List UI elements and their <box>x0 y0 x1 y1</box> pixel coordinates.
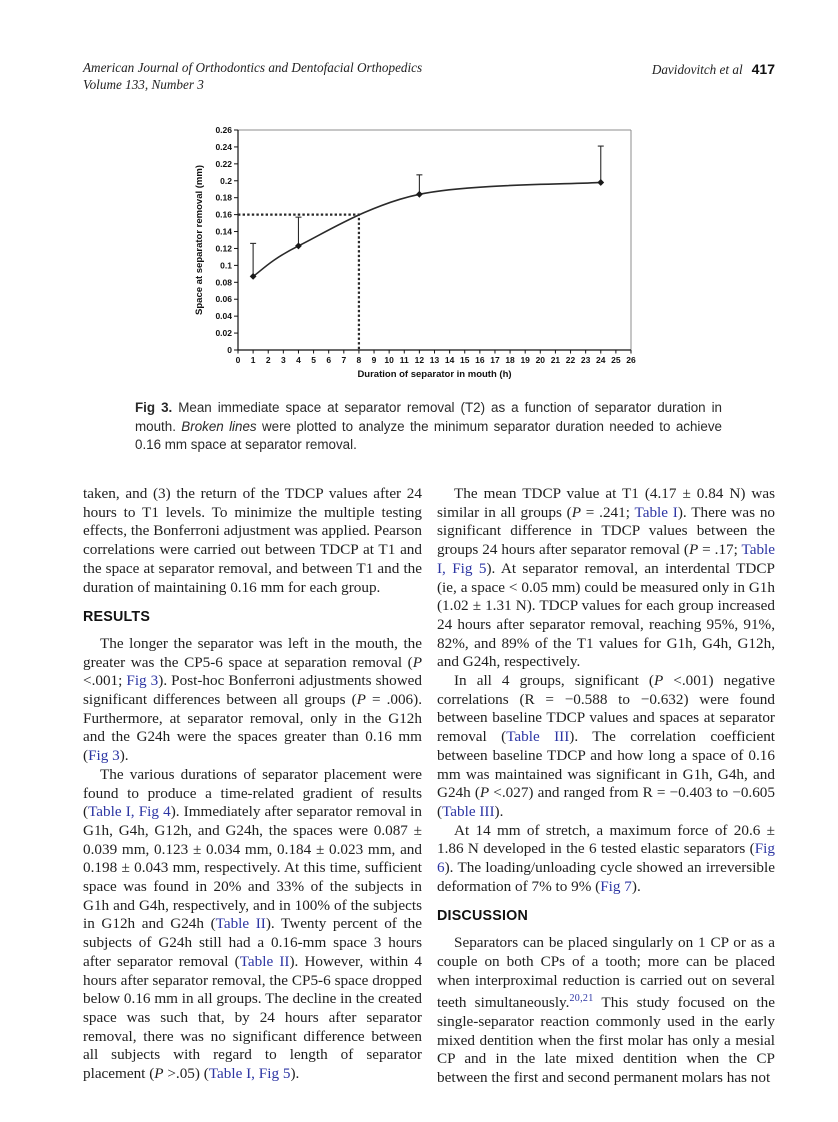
svg-text:3: 3 <box>280 355 286 365</box>
svg-text:0.24: 0.24 <box>215 141 232 152</box>
text-segment: ). <box>631 877 641 895</box>
citation-reference-link[interactable]: 20,21 <box>569 993 594 1005</box>
text-segment: <.027) and ranged from R = −0.403 to −0.605 ( <box>437 784 775 820</box>
text-segment: >.05) ( <box>163 1065 209 1083</box>
svg-text:0: 0 <box>235 355 241 365</box>
paragraph <box>437 822 775 897</box>
cross-reference-link[interactable]: Table I, Fig 5 <box>437 541 775 577</box>
text-segment: ). <box>290 1065 300 1083</box>
svg-text:0.1: 0.1 <box>220 260 232 271</box>
svg-text:0.04: 0.04 <box>215 311 232 322</box>
svg-text:0.26: 0.26 <box>215 125 232 135</box>
fig3-chart-svg <box>193 120 645 388</box>
text-segment: At 14 mm of stretch, a maximum force of 20.6 ± 1.86 N developed in the 6 tested elastic separators ( <box>437 821 775 858</box>
svg-text:0.2: 0.2 <box>220 175 232 186</box>
cross-reference-link[interactable]: Table III <box>506 728 570 746</box>
text-segment: <.001; <box>83 672 127 690</box>
journal-title: American Journal of Orthodontics and Dentofacial Orthopedics <box>83 60 423 75</box>
text-segment: ). Immediately after separator removal in G1h, G4h, G12h, and G24h, the spaces were 0.087 ± 0.039 mm, 0.123 ± 0.034 mm, 0.184 ± 0.023 mm, and 0.198 ± 0.043 mm, respectively. At this time, sufficient space was found in 20% and 33% of the subjects in G1h and G4h, respectively, and in 100% of the subjects in G12h and G24h ( <box>83 803 422 933</box>
text-segment: This study focused on the single-separator reaction commonly used in the early mixed dentition when the first molar has only a mesial CP and in the late mixed dentition when the CP between the first and second permanent molars has not <box>437 994 775 1087</box>
text-segment: taken, and (3) the return of the TDCP values after 24 hours to T1 levels. To minimize the multiple testing effects, the Bonferroni adjustment was applied. Pearson correlations were carried out between TDCP at T1 and the space at separator removal, and between T1 and the duration of maintaining 0.16 mm for each group. <box>83 485 422 596</box>
svg-text:17: 17 <box>490 355 500 365</box>
text-segment: P <box>479 784 490 802</box>
svg-text:0.22: 0.22 <box>215 158 232 169</box>
text-segment: The longer the separator was left in the mouth, the greater was the CP5-6 space at separation removal ( <box>83 634 422 671</box>
text-segment: P <box>412 653 422 671</box>
text-segment: ). There was no significant difference in TDCP values between the groups 24 hours after separator removal ( <box>437 503 776 559</box>
svg-text:8: 8 <box>356 355 362 365</box>
page-number: 417 <box>751 61 775 77</box>
svg-text:15: 15 <box>459 355 470 365</box>
text-segment: Fig 3. <box>135 400 173 415</box>
section-heading: RESULTS <box>83 609 151 626</box>
svg-text:19: 19 <box>520 355 530 365</box>
svg-text:7: 7 <box>341 355 347 365</box>
text-segment: Separators can be placed singularly on 1 CP or as a couple on both CPs of a tooth; more can be placed when interproximal reduction is carried out on several teeth simultaneously. <box>437 934 775 1012</box>
svg-text:24: 24 <box>596 355 606 365</box>
authors-text: Davidovitch et al <box>651 62 743 77</box>
svg-text:11: 11 <box>399 355 409 365</box>
svg-text:5: 5 <box>311 355 316 365</box>
paragraph <box>83 635 422 766</box>
text-segment: P <box>356 691 366 709</box>
svg-text:4: 4 <box>296 355 301 365</box>
text-segment: Mean immediate space at separator removal (T2) as a function of separator duration in mouth. <box>135 400 722 434</box>
svg-text:0.08: 0.08 <box>215 277 232 288</box>
paragraph <box>437 934 775 1088</box>
svg-text:0.16: 0.16 <box>215 209 232 220</box>
text-segment: = .17; <box>698 541 742 559</box>
y-axis-label: Space at separator removal (mm) <box>194 165 205 315</box>
cross-reference-link[interactable]: Table I, Fig 4 <box>88 803 171 821</box>
text-segment: ). The correlation coefficient between baseline TDCP and how long a space of 0.16 mm was maintained was significant in G1h, G4h, and G24h ( <box>437 728 776 802</box>
svg-text:6: 6 <box>326 355 332 365</box>
text-segment: ). However, within 4 hours after separator removal, the CP5-6 space dropped below 0.16 mm in all groups. The decline in the created space was such that, by 24 hours after separator removal, there was no significant difference between all subjects with regard to length of separator placement ( <box>83 952 422 1083</box>
svg-text:2: 2 <box>265 355 271 365</box>
svg-text:20: 20 <box>535 355 546 365</box>
fig3-chart <box>193 120 645 388</box>
svg-text:26: 26 <box>626 355 636 365</box>
cross-reference-link[interactable]: Fig 6 <box>437 840 775 877</box>
svg-text:13: 13 <box>429 355 440 365</box>
text-segment: ). Twenty percent of the subjects of G24h still had a 0.16-mm space 3 hours after separator removal ( <box>83 915 422 970</box>
cross-reference-link[interactable]: Table II <box>215 915 266 933</box>
body-column-right <box>437 485 775 1088</box>
text-segment: The various durations of separator placement were found to produce a time-related gradient of results ( <box>83 765 422 821</box>
paragraph <box>83 766 422 1084</box>
text-segment: P <box>154 1065 164 1083</box>
section-heading: DISCUSSION <box>437 908 528 925</box>
svg-text:22: 22 <box>565 355 576 365</box>
svg-text:12: 12 <box>414 355 425 365</box>
cross-reference-link[interactable]: Fig 3 <box>126 672 159 690</box>
text-segment: ). Post-hoc Bonferroni adjustments showed significant differences between all groups ( <box>83 672 422 709</box>
running-head-authors <box>652 61 775 78</box>
cross-reference-link[interactable]: Table III <box>442 802 495 820</box>
text-segment: ). <box>119 747 129 765</box>
fig3-caption <box>135 399 722 455</box>
paragraph <box>437 485 775 672</box>
svg-text:0.18: 0.18 <box>215 192 232 203</box>
text-segment: P <box>571 503 582 521</box>
cross-reference-link[interactable]: Fig 3 <box>88 747 120 765</box>
text-segment: = .241; <box>581 503 635 521</box>
text-segment: The mean TDCP value at T1 (4.17 ± 0.84 N) was similar in all groups ( <box>437 485 775 521</box>
paragraph <box>83 485 422 597</box>
svg-text:0.02: 0.02 <box>215 328 232 339</box>
text-segment: = .006). Furthermore, at separator removal, only in the G12h and the G24h were the spaces greater than 0.16 mm ( <box>83 691 423 765</box>
cross-reference-link[interactable]: Table II <box>239 952 290 970</box>
svg-text:1: 1 <box>250 355 256 365</box>
data-point-marker <box>597 179 604 186</box>
svg-text:16: 16 <box>475 355 485 365</box>
body-column-left <box>83 485 422 1084</box>
data-point-marker <box>416 191 423 198</box>
svg-text:0.06: 0.06 <box>215 294 232 305</box>
svg-text:9: 9 <box>371 355 377 365</box>
svg-text:23: 23 <box>580 355 591 365</box>
cross-reference-link[interactable]: Table I <box>634 503 678 521</box>
journal-volume: Volume 133, Number 3 <box>83 76 204 92</box>
data-point-marker <box>295 243 302 250</box>
text-segment: ). The loading/unloading cycle showed an irreversible deformation of 7% to 9% ( <box>437 859 775 895</box>
svg-text:0.12: 0.12 <box>215 243 232 254</box>
svg-text:21: 21 <box>550 355 561 365</box>
running-head-journal <box>83 60 422 93</box>
text-segment: P <box>653 672 664 690</box>
svg-text:0.14: 0.14 <box>215 226 232 237</box>
text-segment: ). <box>494 802 504 820</box>
cross-reference-link[interactable]: Table I, Fig 5 <box>208 1065 291 1083</box>
text-segment: In all 4 groups, significant ( <box>454 672 654 690</box>
x-axis-label: Duration of separator in mouth (h) <box>357 369 512 380</box>
svg-text:18: 18 <box>505 355 515 365</box>
paragraph <box>437 672 775 822</box>
svg-text:0: 0 <box>227 345 232 355</box>
svg-text:14: 14 <box>444 355 455 365</box>
text-segment: <.001) negative correlations (R = −0.588 to −0.632) were found between baseline TDCP values and spaces at separator removal ( <box>437 672 775 746</box>
svg-text:10: 10 <box>384 355 394 365</box>
text-segment: Broken lines <box>181 418 257 434</box>
text-segment: were plotted to analyze the minimum separator duration needed to achieve 0.16 mm space at separator removal. <box>135 418 722 453</box>
svg-text:25: 25 <box>611 355 621 365</box>
cross-reference-link[interactable]: Fig 7 <box>600 877 632 895</box>
text-segment: ). At separator removal, an interdental TDCP (ie, a space < 0.05 mm) could be measured only in G1h (1.02 ± 1.31 N). TDCP values for each group increased 24 hours after separator removal, reaching 95%, 91%, 82%, and 89% of the T1 values for G1h, G4h, G12h, and G24h, respectively. <box>437 559 775 671</box>
text-segment: P <box>689 541 699 559</box>
